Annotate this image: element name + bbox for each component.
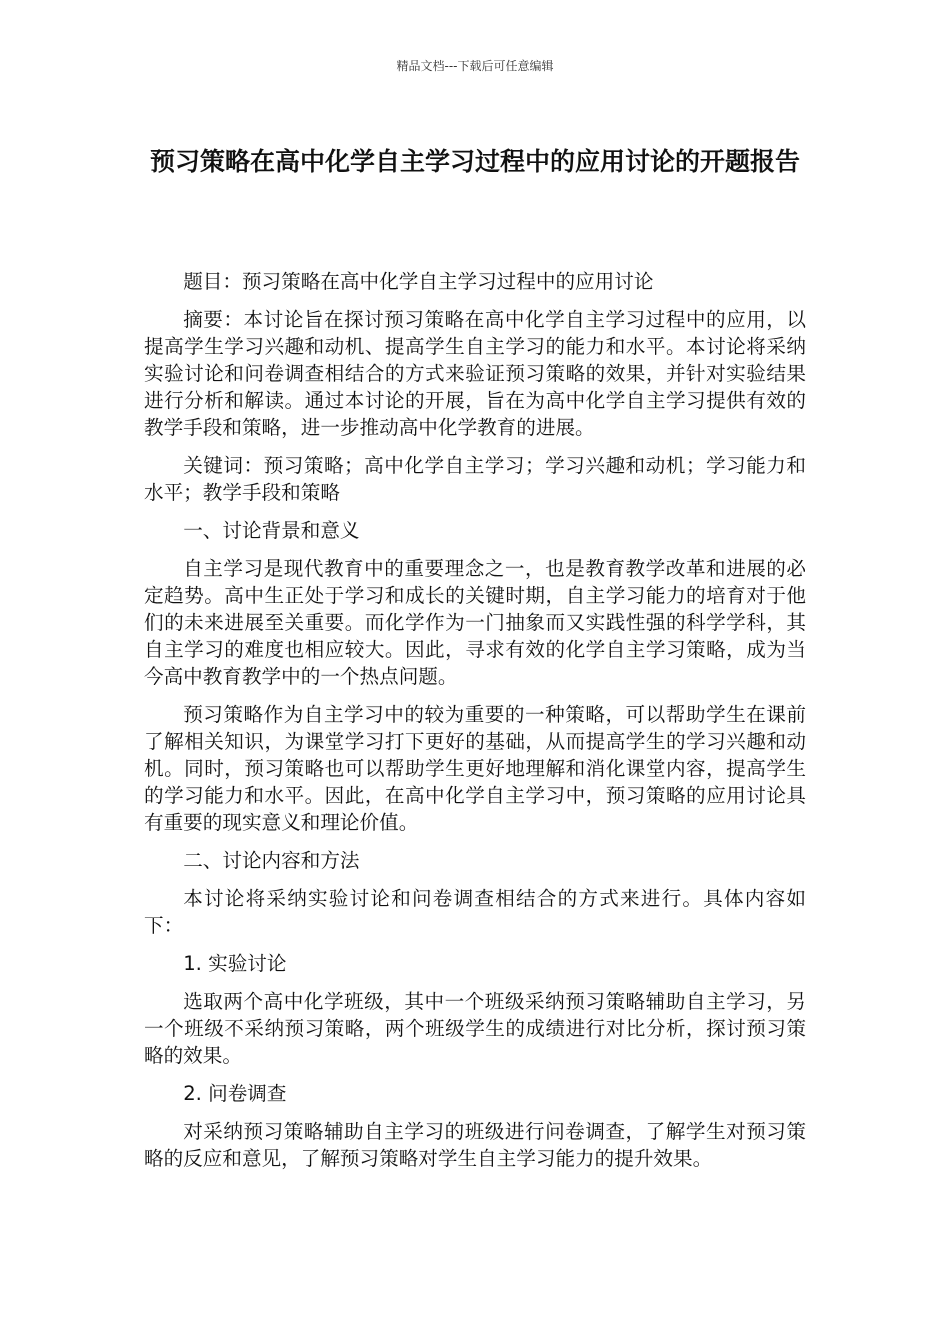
document-title: 预习策略在高中化学自主学习过程中的应用讨论的开题报告 <box>149 147 800 176</box>
abstract-paragraph: 摘要：本讨论旨在探讨预习策略在高中化学自主学习过程中的应用，以提高学生学习兴趣和动机、提高学生自主学习的能力和水平。本讨论将采纳实验讨论和问卷调查相结合的方式来验证预习策略的效果，并针对实验结果进行分析和解读。通过本讨论的开展，旨在为高中化学自主学习提供有效的教学手段和策略，进一步推动高中化学教育的进展。 <box>144 308 806 439</box>
keywords-paragraph: 关键词：预习策略；高中化学自主学习；学习兴趣和动机；学习能力和水平；教学手段和策略 <box>144 454 806 504</box>
document-body <box>144 268 806 1183</box>
body-paragraph: 选取两个高中化学班级，其中一个班级采纳预习策略辅助自主学习，另一个班级不采纳预习策略，两个班级学生的成绩进行对比分析，探讨预习策略的效果。 <box>144 990 806 1067</box>
body-paragraph: 自主学习是现代教育中的重要理念之一，也是教育教学改革和进展的必定趋势。高中生正处于学习和成长的关键时期，自主学习能力的培育对于他们的未来进展至关重要。而化学作为一门抽象而又实践性强的科学学科，其自主学习的难度也相应较大。因此，寻求有效的化学自主学习策略，成为当今高中教育教学中的一个热点问题。 <box>144 557 806 688</box>
topic-paragraph: 题目：预习策略在高中化学自主学习过程中的应用讨论 <box>183 270 654 293</box>
subheading-experiment: 1. 实验讨论 <box>183 952 287 975</box>
body-paragraph: 对采纳预习策略辅助自主学习的班级进行问卷调查，了解学生对预习策略的反应和意见，了解预习策略对学生自主学习能力的提升效果。 <box>144 1120 806 1170</box>
section-heading-content-method: 二、讨论内容和方法 <box>183 849 360 872</box>
body-paragraph: 预习策略作为自主学习中的较为重要的一种策略，可以帮助学生在课前了解相关知识，为课堂学习打下更好的基础，从而提高学生的学习兴趣和动机。同时，预习策略也可以帮助学生更好地理解和消化课堂内容，提高学生的学习能力和水平。因此，在高中化学自主学习中，预习策略的应用讨论具有重要的现实意义和理论价值。 <box>144 703 806 834</box>
page-header: 精品文档---下载后可任意编辑 <box>396 59 554 73</box>
section-heading-background: 一、讨论背景和意义 <box>183 519 360 542</box>
body-paragraph: 本讨论将采纳实验讨论和问卷调查相结合的方式来进行。具体内容如下： <box>144 887 806 937</box>
subheading-questionnaire: 2. 问卷调查 <box>183 1082 287 1105</box>
